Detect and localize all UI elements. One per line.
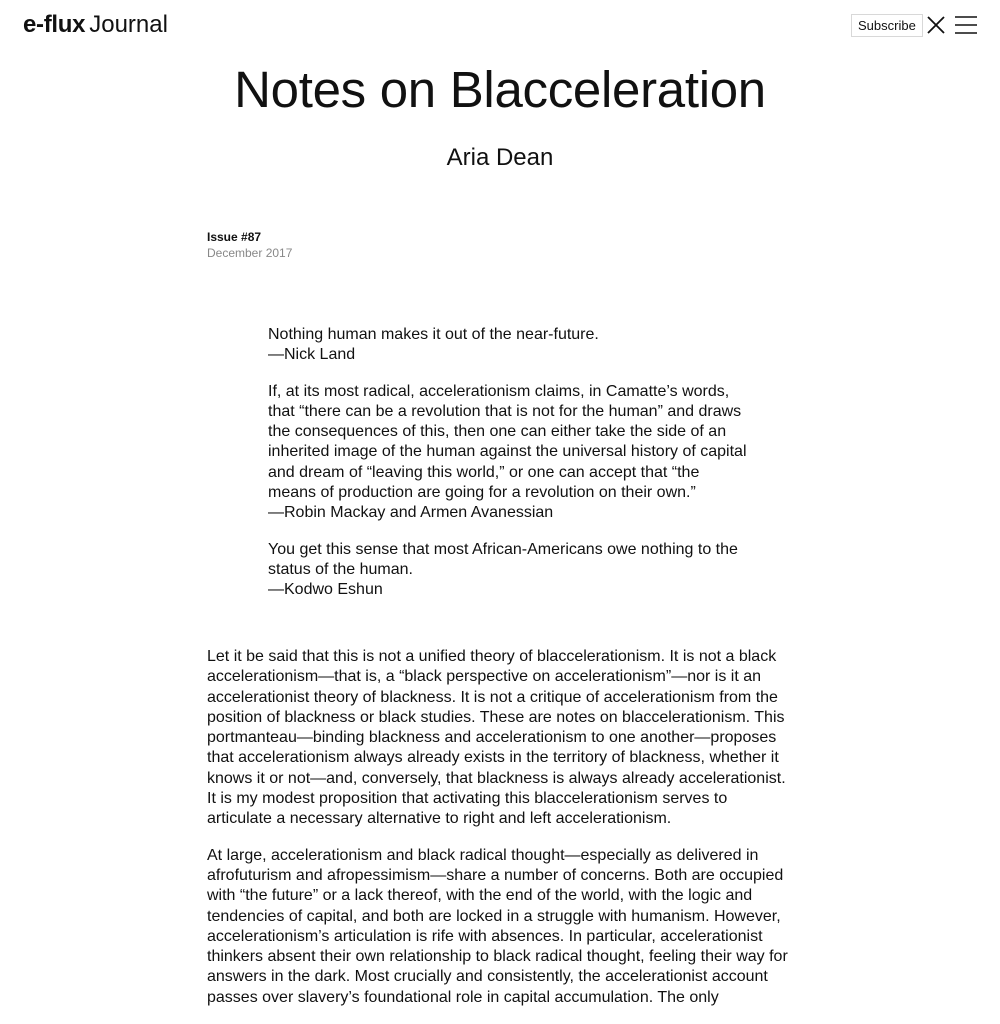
- issue-number[interactable]: Issue #87: [207, 230, 262, 244]
- epigraph-quote: If, at its most radical, accelerationism claims, in Camatte’s words, that “there can be a revolution that is not for the human” and draws the consequences of this, then one can either take the side of an inherited image of the human against the universal history of capital and dream of “leaving this world,” or one can accept that “the means of production are going for a revolution on their own.”: [268, 382, 747, 502]
- logo-section: Journal: [89, 11, 168, 38]
- body-paragraph: Let it be said that this is not a unified theory of blaccelerationism. It is not a black accelerationism—that is, a “black perspective on accelerationism”—nor is it an accelerationist theory of blackness. It is not a critique of accelerationism from the position of blackness or black studies. These are notes on blaccelerationism. This portmanteau—binding blackness and accelerationism to one another—proposes that accelerationism always already exists in the territory of blackness, whether it knows it or not—and, conversely, that blackness is always already accelerationist. It is my modest proposition that activating this blaccelerationism serves to articulate a necessary alternative to right and left accelerationism.: [207, 648, 786, 828]
- issue-date: December 2017: [207, 246, 293, 260]
- article-title: Notes on Blacceleration: [234, 61, 766, 118]
- epigraph-attribution: —Nick Land: [268, 346, 356, 364]
- epigraph: [268, 382, 748, 524]
- site-logo[interactable]: [23, 10, 168, 40]
- subscribe-button[interactable]: Subscribe: [851, 14, 923, 37]
- epigraph-quote: You get this sense that most African-Americans owe nothing to the status of the human.: [268, 540, 738, 578]
- epigraph-attribution: —Robin Mackay and Armen Avanessian: [268, 504, 554, 522]
- logo-brand: e-flux: [23, 11, 86, 38]
- article-author[interactable]: Aria Dean: [446, 144, 554, 171]
- epigraph: [268, 540, 748, 601]
- epigraph: [268, 325, 748, 366]
- top-bar: [0, 0, 1000, 52]
- close-icon[interactable]: [926, 15, 946, 35]
- epigraph-quote: Nothing human makes it out of the near-future.: [268, 326, 599, 343]
- article-body: [207, 647, 792, 1024]
- body-paragraph: At large, accelerationism and black radical thought—especially as delivered in afrofuturism and afropessimism—share a number of concerns. Both are occupied with “the future” or a lack thereof, with the end of the world, with the logic and tendencies of capital, and both are locked in a struggle with humanism. However, accelerationism’s articulation is rife with absences. In particular, accelerationist thinkers absent their own relationship to black radical thought, feeling their way for answers in the dark. Most crucially and consistently, the accelerationist account passes over slavery’s foundational role in capital accumulation. The only: [207, 846, 788, 1006]
- epigraphs: [268, 325, 748, 617]
- menu-icon[interactable]: [955, 15, 977, 35]
- epigraph-attribution: —Kodwo Eshun: [268, 581, 383, 599]
